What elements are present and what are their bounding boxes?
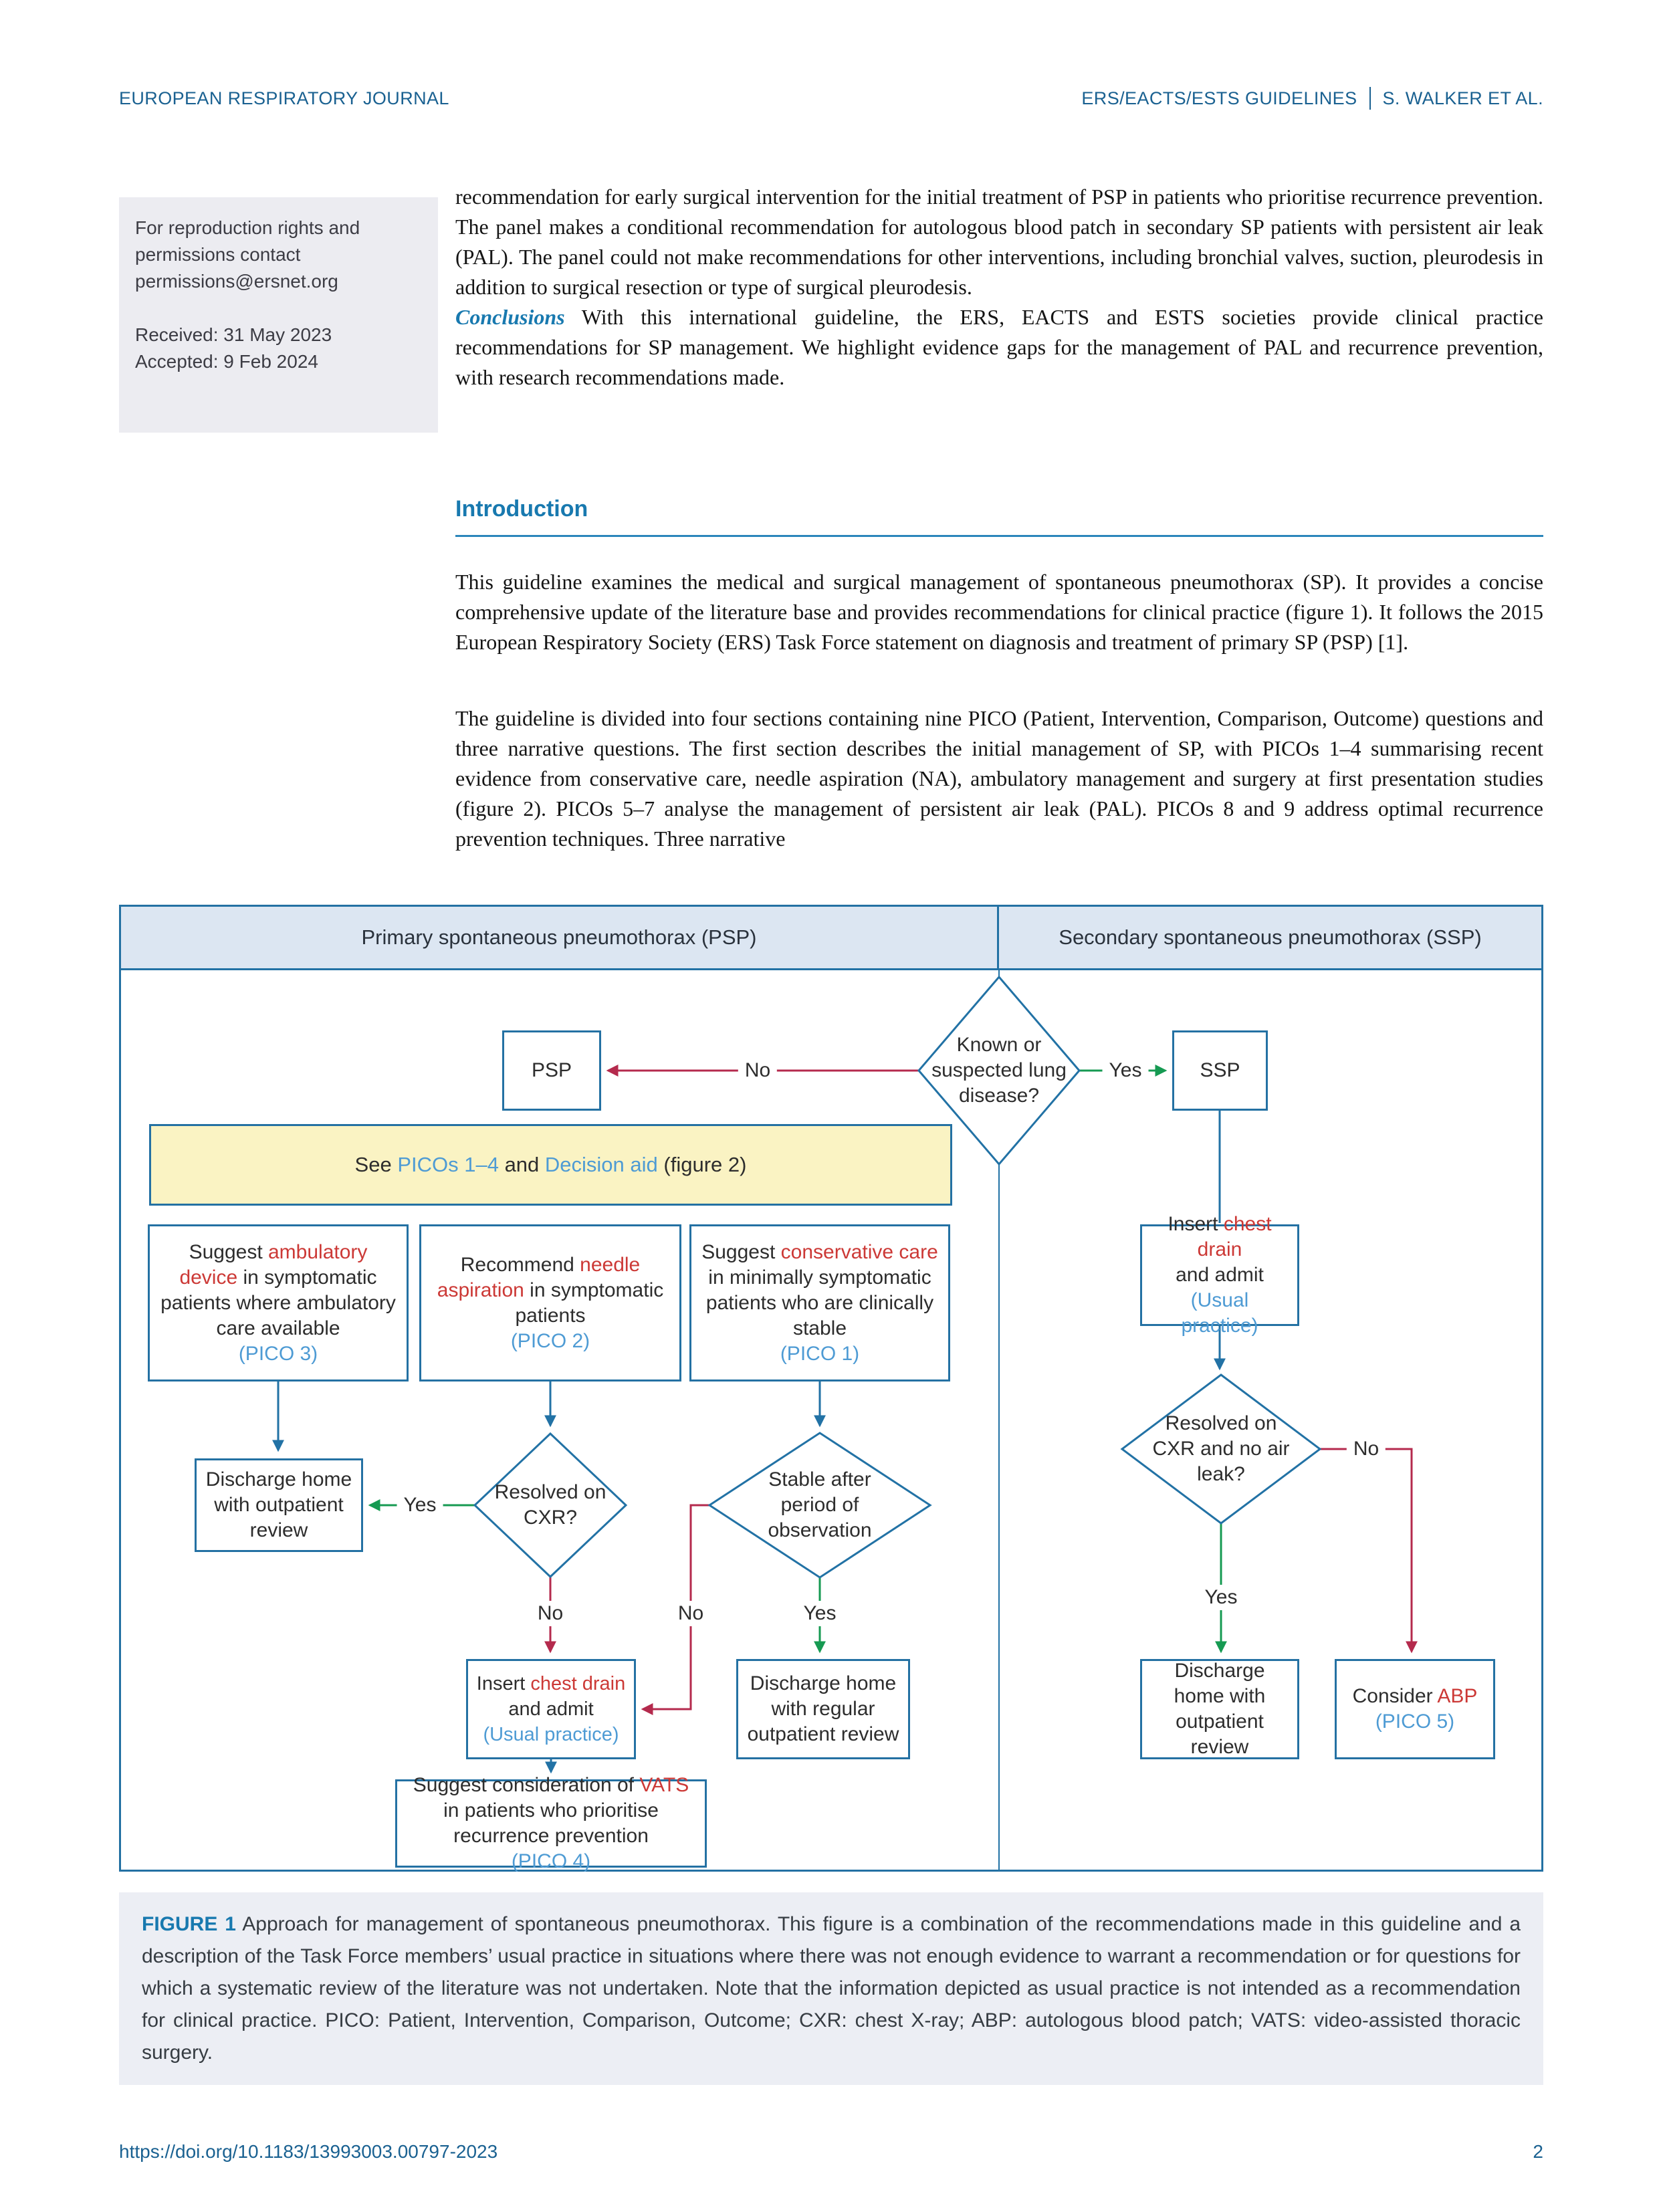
discharge-outpatient-ssp-box: Discharge home with outpatient review: [1140, 1659, 1299, 1759]
stable-observation-text: Stable after period of observation: [768, 1468, 872, 1541]
picos-1-4-link[interactable]: PICOs 1–4: [397, 1153, 499, 1176]
introduction-paragraph-2: The guideline is divided into four sections containing nine PICO (Patient, Intervention, Comparison, Outcome) questions and three narrative questions. The first section describes the initial management of SP, with PICOs 1–4 summarising recent evidence from conservative care, needle aspiration (NA), ambulatory management and surgery at first presentation studies (figure 2). PICOs 5–7 analyse the management of persistent air leak (PAL). PICOs 8 and 9 address optimal recurrence prevention techniques. Three narrative: [455, 706, 1543, 851]
figure-caption-label: FIGURE 1: [142, 1913, 236, 1935]
figure-caption-text: Approach for management of spontaneous pneumothorax. This figure is a combination of the recommendations made in this guideline and a description of the Task Force members’ usual practice in situations where there was not enough evidence to warrant a recommendation or for questions for which a systematic review of the literature was not undertaken. Note that the information depicted as usual practice is not intended as a recommendation for clinical practice. PICO: Patient, Intervention, Comparison, Outcome; CXR: chest X-ray; ABP: autologous blood patch; VATS: video-assisted thoracic surgery.: [142, 1913, 1521, 2064]
conclusions-body: With this international guideline, the ERS, EACTS and ESTS societies provide clinical practice recommendations for SP management. We highlight evidence gaps for the management of PAL and recurrence prevention, with research recommendations made.: [455, 305, 1543, 389]
accepted-date: Accepted: 9 Feb 2024: [135, 351, 318, 372]
figure1-caption: [119, 1892, 1543, 2085]
edge-label-yes-4: Yes: [1198, 1585, 1244, 1610]
section-title: ERS/EACTS/ESTS GUIDELINES: [1081, 88, 1357, 108]
journal-title: EUROPEAN RESPIRATORY JOURNAL: [119, 88, 449, 108]
resolved-cxr-text: Resolved on CXR?: [494, 1481, 606, 1529]
abstract-text: [455, 182, 1543, 393]
edge-label-no-1: No: [738, 1058, 777, 1083]
see-pre: See: [354, 1153, 398, 1176]
resolved-no-leak-text: Resolved on CXR and no air leak?: [1152, 1412, 1290, 1485]
psp-box: PSP: [502, 1030, 601, 1111]
discharge-regular-box: Discharge home with regular outpatient review: [736, 1659, 910, 1759]
introduction-heading: Introduction: [455, 496, 588, 522]
vats-box: Suggest consideration of VATS in patients who prioritise recurrence prevention (PICO 4): [395, 1779, 707, 1868]
see-post: (figure 2): [657, 1153, 747, 1176]
column-header-psp: Primary spontaneous pneumothorax (PSP): [121, 907, 999, 968]
doi-link[interactable]: https://doi.org/10.1183/13993003.00797-2023: [119, 2141, 498, 2162]
edge-label-yes-1: Yes: [1103, 1058, 1149, 1083]
received-date: Received: 31 May 2023: [135, 324, 332, 345]
edge-label-no-4: No: [1347, 1436, 1386, 1462]
pico2-box: Recommend needle aspiration in symptomatic patients (PICO 2): [419, 1224, 681, 1381]
conclusions-label: Conclusions: [455, 305, 565, 329]
rights-text: For reproduction rights and permissions contact permissions@ersnet.org: [135, 217, 360, 292]
insert-chest-drain-ssp-box: Insert chest drain and admit (Usual practice): [1140, 1224, 1299, 1326]
decision-lung-text: Known or suspected lung disease?: [931, 1034, 1067, 1107]
discharge-outpatient-psp-box: Discharge home with outpatient review: [195, 1458, 363, 1552]
figure1-flowchart: [119, 905, 1543, 1872]
introduction-paragraph-1: This guideline examines the medical and surgical management of spontaneous pneumothorax (SP). It provides a concise comprehensive update of the literature base and provides recommendations for clinical practice (figure 1). It follows the 2015 European Respiratory Society (ERS) Task Force statement on diagnosis and treatment of primary SP (PSP) [1].: [455, 570, 1543, 654]
pico1-box: Suggest conservative care in minimally symptomatic patients who are clinically stable (PICO 1): [689, 1224, 950, 1381]
edge-label-yes-3: Yes: [797, 1601, 843, 1626]
page-header: [119, 87, 1543, 110]
authors: S. WALKER ET AL.: [1382, 88, 1543, 108]
abstract-body: recommendation for early surgical intervention for the initial treatment of PSP in patients who prioritise recurrence prevention. The panel makes a conditional recommendation for autologous blood patch in secondary SP patients with persistent air leak (PAL). The panel could not make recommendations for other interventions, including bronchial valves, suction, pleurodesis in addition to surgical resection or type of surgical pleurodesis.: [455, 185, 1543, 299]
running-head: [1081, 87, 1543, 110]
edge-label-no-3: No: [671, 1601, 710, 1626]
column-header-ssp: Secondary spontaneous pneumothorax (SSP): [1059, 925, 1482, 949]
see-mid: and: [498, 1153, 545, 1176]
insert-chest-drain-psp-box: Insert chest drain and admit (Usual practice): [466, 1659, 636, 1759]
ssp-box: SSP: [1172, 1030, 1268, 1111]
rights-note-box: [119, 197, 438, 433]
consider-abp-box: Consider ABP (PICO 5): [1335, 1659, 1495, 1759]
edge-label-no-2: No: [531, 1601, 570, 1626]
flowchart-column-headers: [121, 907, 1541, 970]
page-number: 2: [1533, 2141, 1543, 2162]
header-separator: [1369, 87, 1371, 110]
see-picos-box: [149, 1124, 952, 1206]
page-footer: [119, 2141, 1543, 2163]
flowchart-body: [121, 970, 1541, 1870]
edge-label-yes-2: Yes: [397, 1492, 443, 1518]
heading-rule: [455, 535, 1543, 537]
decision-aid-link[interactable]: Decision aid: [544, 1153, 658, 1176]
pico3-box: Suggest ambulatory device in symptomatic patients where ambulatory care available (PICO 3): [148, 1224, 409, 1381]
